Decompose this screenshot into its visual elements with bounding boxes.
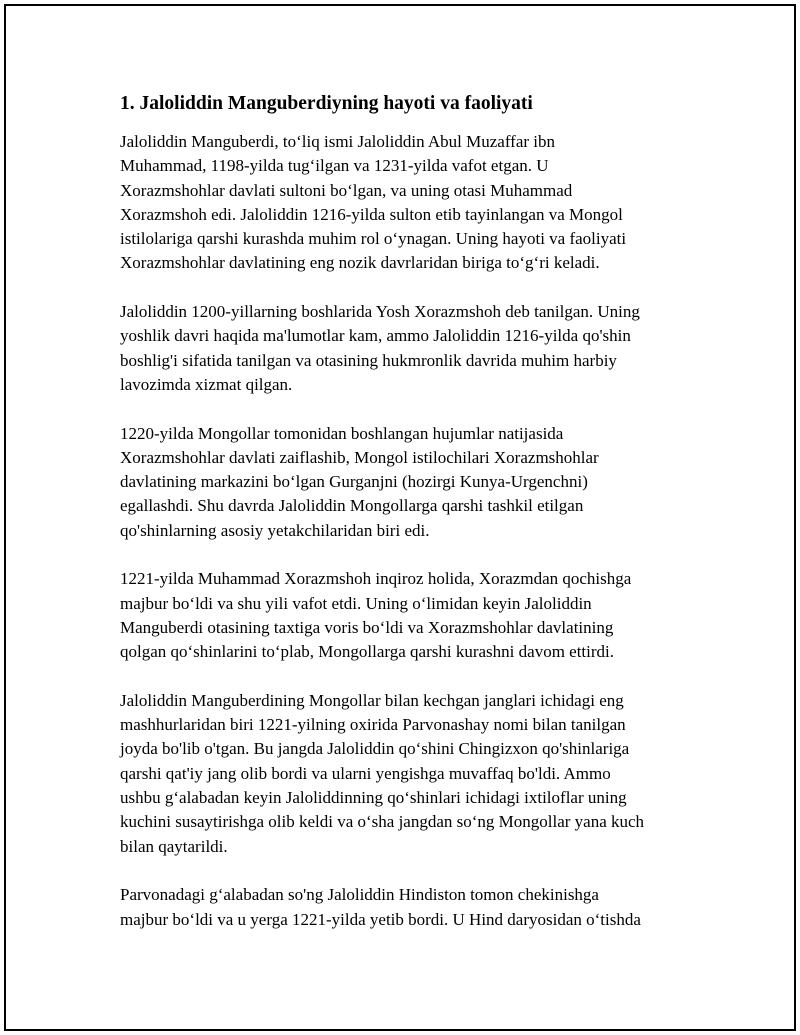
text-line: kuchini susaytirishga olib keldi va o‘sha jangdan so‘ng Mongollar yana kuch: [120, 812, 645, 832]
text-line: Jaloliddin Manguberdi, to‘liq ismi Jaloliddin Abul Muzaffar ibn: [120, 132, 556, 151]
text-line: egallashdi. Shu davrda Jaloliddin Mongollarga qarshi tashkil etilgan: [120, 496, 584, 516]
paragraph-6: [120, 883, 700, 932]
paragraph-2: [120, 300, 700, 397]
text-line: yoshlik davri haqida ma'lumotlar kam, ammo Jaloliddin 1216-yilda qo'shin: [120, 326, 631, 346]
text-line: Jaloliddin Manguberdining Mongollar bilan kechgan janglari ichidagi eng: [120, 690, 624, 710]
text-line: lavozimda xizmat qilgan.: [120, 374, 293, 394]
text-line: majbur bo‘ldi va shu yili vafot etdi. Uning o‘limidan keyin Jaloliddin: [120, 593, 592, 613]
text-line: joyda bo'lib o'tgan. Bu jangda Jaloliddin qo‘shini Chingizxon qo'shinlariga: [120, 739, 630, 759]
paragraph-1: [120, 130, 700, 276]
section-heading: 1. Jaloliddin Manguberdiyning hayoti va faoliyati: [120, 93, 533, 114]
text-line: Muhammad, 1198-yilda tug‘ilgan va 1231-yilda vafot etgan. U: [120, 156, 549, 176]
text-line: ushbu g‘alabadan keyin Jaloliddinning qo‘shinlari ichidagi ixtiloflar uning: [120, 788, 627, 808]
text-line: bilan qaytarildi.: [120, 836, 228, 856]
text-line: majbur bo‘ldi va u yerga 1221-yilda yetib bordi. U Hind daryosidan o‘tishda: [120, 909, 641, 929]
document-page: [4, 4, 796, 1031]
text-line: qarshi qat'iy jang olib bordi va ularni yengishga muvaffaq bo'ldi. Ammo: [120, 763, 611, 783]
text-line: mashhurlaridan biri 1221-yilning oxirida Parvonashay nomi bilan tanilgan: [120, 715, 626, 735]
text-line: istilolariga qarshi kurashda muhim rol o‘ynagan. Uning hayoti va faoliyati: [120, 229, 627, 249]
text-line: Manguberdi otasining taxtiga voris bo‘ldi va Xorazmshohlar davlatining: [120, 617, 614, 637]
text-line: Parvonadagi g‘alabadan so'ng Jaloliddin Hindiston tomon chekinishga: [120, 885, 599, 905]
text-line: Xorazmshohlar davlati sultoni bo‘lgan, va uning otasi Muhammad: [120, 180, 573, 200]
text-line: boshlig'i sifatida tanilgan va otasining hukmronlik davrida muhim harbiy: [120, 350, 617, 370]
text-line: qolgan qo‘shinlarini to‘plab, Mongollarga qarshi kurashni davom ettirdi.: [120, 642, 615, 662]
text-line: Jaloliddin 1200-yillarning boshlarida Yosh Xorazmshoh deb tanilgan. Uning: [120, 302, 640, 322]
paragraph-3: [120, 422, 700, 543]
text-line: Xorazmshohlar davlatining eng nozik davrlaridan biriga to‘g‘ri keladi.: [120, 253, 600, 273]
text-line: Xorazmshoh edi. Jaloliddin 1216-yilda sulton etib tayinlangan va Mongol: [120, 204, 623, 224]
paragraph-4: [120, 567, 700, 664]
document-body: [120, 92, 700, 956]
paragraph-5: [120, 689, 700, 859]
text-line: davlatining markazini bo‘lgan Gurganjni (hozirgi Kunya-Urgenchni): [120, 472, 588, 492]
text-line: qo'shinlarning asosiy yetakchilaridan biri edi.: [120, 520, 430, 540]
text-line: 1220-yilda Mongollar tomonidan boshlangan hujumlar natijasida: [120, 423, 564, 443]
text-line: Xorazmshohlar davlati zaiflashib, Mongol istilochilari Xorazmshohlar: [120, 447, 599, 467]
text-line: 1221-yilda Muhammad Xorazmshoh inqiroz holida, Xorazmdan qochishga: [120, 569, 632, 589]
